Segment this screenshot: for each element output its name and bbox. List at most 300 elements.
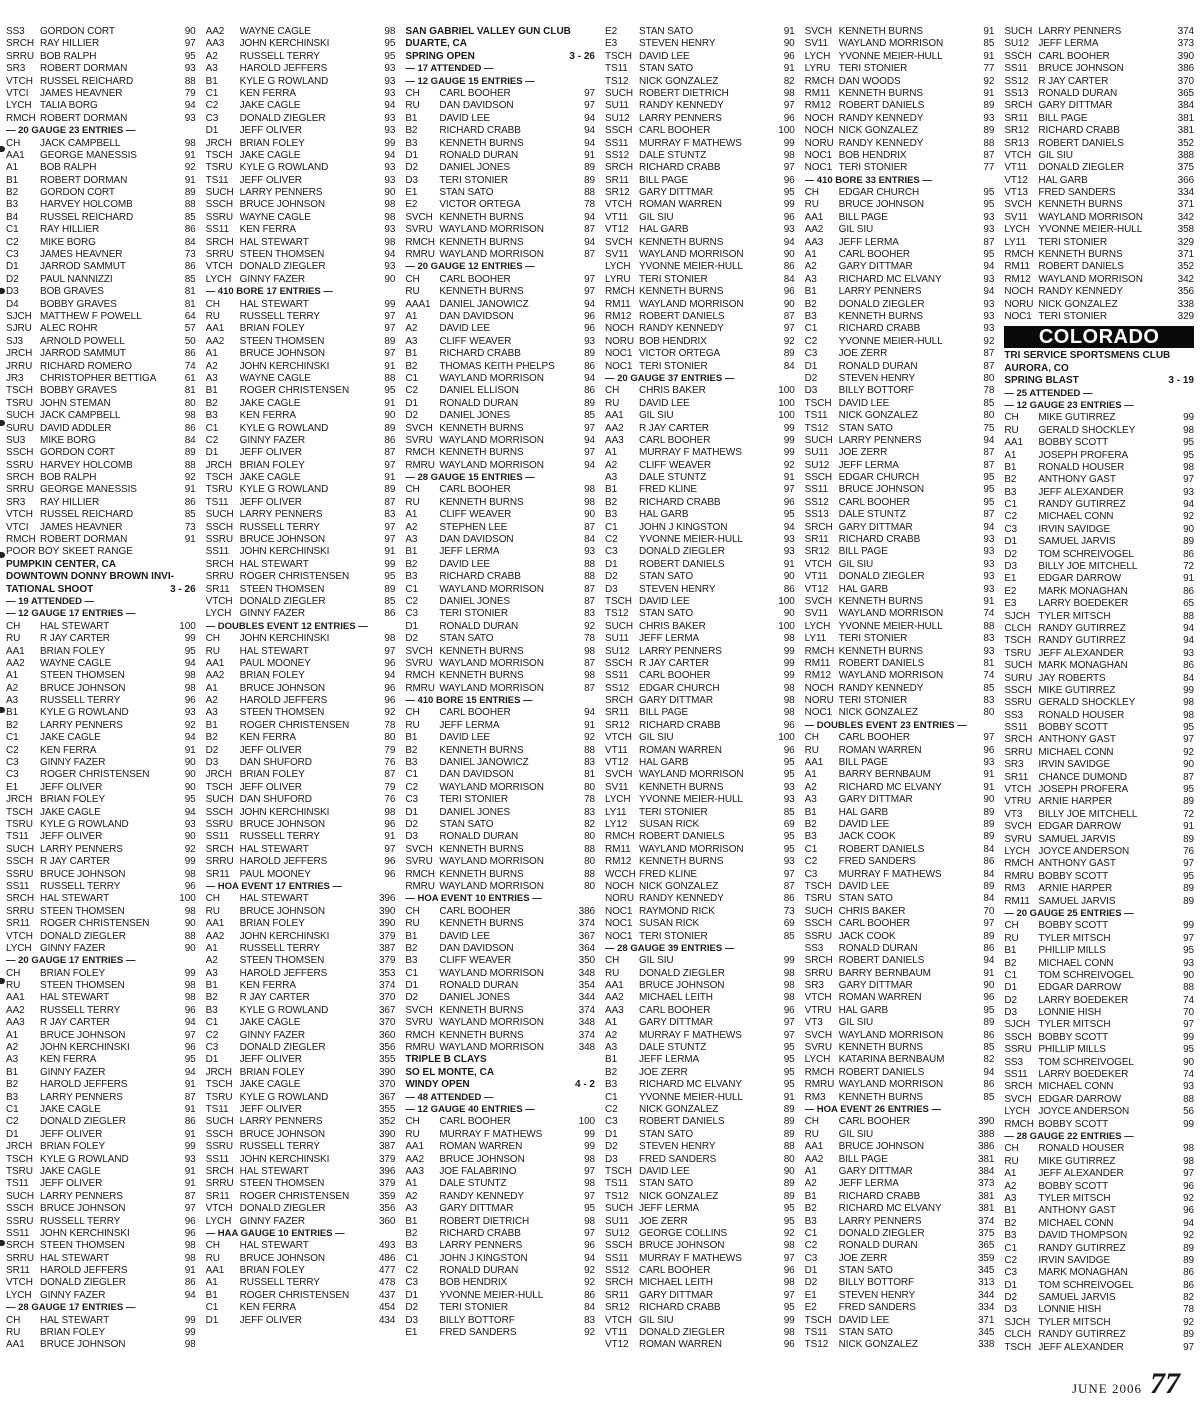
- class-code: B3: [6, 1091, 19, 1103]
- class-code: B3: [1004, 1230, 1017, 1242]
- class-code: B1: [804, 286, 817, 298]
- result-row: [405, 831, 595, 843]
- class-code: CH: [1004, 920, 1019, 932]
- club-heading: SAN GABRIEL VALLEY GUN CLUB: [405, 26, 571, 37]
- shooter-name: STEEN THOMSEN: [239, 1178, 325, 1190]
- result-row: [805, 1154, 995, 1166]
- class-code: SVCH: [804, 26, 833, 37]
- score: 80: [584, 781, 595, 793]
- class-code: NOCH: [804, 125, 834, 137]
- shooter-name: BILL PAGE: [838, 757, 888, 769]
- shooter-name: HAL GARB: [838, 1004, 889, 1016]
- result-row: [405, 509, 595, 521]
- class-code: D1: [405, 980, 418, 992]
- class-code: E1: [405, 187, 418, 199]
- score: 334: [1177, 187, 1194, 199]
- class-code: RU: [804, 744, 819, 756]
- score: 74: [983, 670, 995, 682]
- class-code: RU: [6, 980, 21, 992]
- result-row: [405, 373, 595, 385]
- result-row: [405, 646, 595, 658]
- shooter-name: DONALD ZIEGLER: [838, 298, 925, 310]
- score: 93: [983, 546, 995, 558]
- class-code: A1: [405, 509, 418, 521]
- class-code: E2: [1004, 585, 1017, 597]
- class-code: CH: [205, 298, 220, 310]
- class-code: A2: [605, 1029, 618, 1041]
- result-row: [805, 584, 995, 596]
- class-code: VTCH: [6, 1277, 33, 1289]
- score: 89: [783, 348, 795, 360]
- shooter-name: BILL PAGE: [838, 1153, 888, 1165]
- class-code: TSRU: [6, 819, 33, 830]
- class-code: LYCH: [605, 794, 631, 806]
- score: 89: [1183, 833, 1194, 845]
- score: 96: [184, 1227, 196, 1239]
- class-code: B2: [405, 1227, 418, 1239]
- result-row: [805, 1178, 995, 1190]
- class-code: TS12: [605, 608, 629, 620]
- result-row: [1004, 237, 1194, 249]
- class-code: SS13: [1004, 87, 1029, 99]
- event-subheading: — HOA EVENT 17 ENTRIES —: [205, 880, 343, 892]
- result-row: [405, 1327, 595, 1339]
- class-code: C1: [6, 1103, 19, 1115]
- result-row: [6, 460, 196, 472]
- result-row: [805, 745, 995, 757]
- class-code: RMCH: [405, 670, 435, 682]
- result-row: [405, 447, 595, 459]
- shooter-name: JACK CAMPBELL: [40, 410, 121, 422]
- shooter-name: RICHARD CRABB: [439, 1227, 521, 1239]
- class-code: SVCH: [605, 236, 633, 248]
- score: 96: [184, 880, 196, 892]
- shooter-name: NICK GONZALEZ: [1038, 298, 1118, 310]
- shooter-name: STEEN THOMSEN: [40, 670, 125, 682]
- class-code: VTCH: [605, 1314, 632, 1326]
- class-code: E3: [605, 38, 618, 50]
- shooter-name: LONNIE HISH: [1038, 1007, 1102, 1019]
- result-row: [6, 224, 196, 236]
- event-subheading: — 17 ATTENDED —: [405, 63, 494, 75]
- result-row: [206, 100, 396, 112]
- score: 92: [184, 719, 196, 731]
- shooter-name: FRED SANDERS: [1038, 187, 1116, 199]
- shooter-name: KEN FERRA: [239, 87, 296, 99]
- class-code: B2: [1004, 1217, 1017, 1229]
- class-code: RMCH: [1004, 858, 1034, 870]
- class-code: TSCH: [605, 50, 632, 62]
- score: 90: [1183, 523, 1194, 535]
- class-code: B2: [205, 397, 218, 409]
- result-row: [1004, 710, 1194, 722]
- shooter-name: KATARINA BERNBAUM: [838, 1054, 945, 1066]
- result-row: [805, 286, 995, 298]
- result-row: [206, 546, 396, 558]
- class-code: C1: [405, 967, 418, 979]
- result-row: [605, 385, 795, 397]
- shooter-name: ROBERT DORMAN: [40, 112, 128, 124]
- shooter-name: JEFF OLIVER: [239, 496, 302, 508]
- event-subheading: — 20 GAUGE 23 ENTRIES —: [6, 125, 136, 137]
- result-row: [605, 175, 795, 187]
- score: 85: [983, 38, 995, 50]
- score: 99: [1183, 684, 1194, 696]
- score: 97: [584, 100, 595, 112]
- class-code: SRRU: [6, 905, 34, 917]
- score: 92: [983, 75, 995, 87]
- score: 94: [384, 149, 396, 161]
- score: 97: [783, 323, 795, 335]
- result-row: [405, 707, 595, 719]
- score: 93: [983, 558, 995, 570]
- class-code: RMCH: [1004, 1118, 1034, 1130]
- class-code: A2: [605, 459, 618, 471]
- score: 97: [584, 422, 595, 434]
- shoot-title: TATIONAL SHOOT: [6, 583, 94, 595]
- result-row: [206, 831, 396, 843]
- result-row: [405, 546, 595, 558]
- result-row: [405, 410, 595, 422]
- score: 93: [983, 273, 995, 285]
- class-code: TSCH: [1004, 1341, 1032, 1353]
- result-row: [206, 683, 396, 695]
- score: 95: [384, 385, 396, 397]
- score: 365: [977, 1240, 995, 1252]
- class-code: D1: [1004, 536, 1017, 548]
- class-code: D1: [605, 558, 618, 570]
- result-row: [605, 782, 795, 794]
- shooter-name: ANTHONY GAST: [1038, 858, 1116, 870]
- result-row: [1004, 1019, 1194, 1031]
- score: 89: [1183, 1254, 1194, 1266]
- result-row: [6, 658, 196, 670]
- result-row: [6, 893, 196, 905]
- class-code: CH: [205, 633, 220, 645]
- result-row: [605, 484, 795, 496]
- event-subheading: — 25 ATTENDED —: [1004, 387, 1093, 399]
- score: 76: [1183, 846, 1194, 857]
- result-row: [805, 695, 995, 707]
- score: 97: [783, 100, 795, 112]
- score: 386: [977, 1141, 995, 1153]
- class-code: E1: [405, 1327, 418, 1339]
- score: 80: [384, 732, 396, 744]
- shooter-name: YVONNE MEIER-HULL: [439, 1289, 544, 1301]
- result-row: [405, 534, 595, 546]
- score: 98: [184, 980, 196, 992]
- result-row: [605, 1290, 795, 1302]
- class-code: A1: [804, 769, 817, 781]
- score: 86: [983, 856, 995, 868]
- class-code: LY12: [605, 819, 628, 830]
- score: 96: [184, 1215, 196, 1227]
- shooter-name: KENNETH BURNS: [439, 236, 524, 248]
- class-code: SS11: [804, 484, 828, 496]
- result-row: [405, 906, 595, 918]
- shooter-name: CHANCE DUMOND: [1038, 771, 1128, 783]
- score: 371: [1177, 199, 1194, 211]
- class-code: SRCH: [1004, 734, 1033, 746]
- score: 94: [184, 1017, 196, 1029]
- score: 96: [783, 719, 795, 731]
- score: 93: [184, 63, 196, 75]
- result-row: [805, 869, 995, 881]
- shooter-name: FRED SANDERS: [439, 1327, 517, 1339]
- score: 93: [983, 571, 995, 583]
- shooter-name: JACK CAMPBELL: [40, 137, 121, 149]
- class-code: NORU: [804, 137, 834, 149]
- result-row: [805, 571, 995, 583]
- shooter-name: DONALD ZIEGLER: [838, 1227, 925, 1239]
- score: 374: [578, 918, 595, 930]
- shooter-name: YVONNE MEIER-HULL: [1038, 224, 1143, 236]
- result-row: [805, 51, 995, 63]
- class-code: RMCH: [405, 868, 435, 880]
- column-4: [605, 26, 795, 1366]
- shooter-name: RICHARD CRABB: [439, 571, 521, 583]
- score: 89: [384, 583, 396, 595]
- shooter-name: HAL STEWART: [40, 1252, 110, 1264]
- class-code: SRCH: [205, 558, 234, 570]
- score: 388: [1177, 149, 1194, 161]
- shooter-name: HAL STEWART: [239, 843, 309, 855]
- class-code: B1: [205, 980, 218, 992]
- shooter-name: MIKE GUTIRREZ: [1038, 412, 1116, 424]
- shooter-name: RUSSELL TERRY: [239, 1277, 320, 1289]
- shooter-name: DONALD ZIEGLER: [239, 595, 326, 607]
- score: 84: [983, 893, 995, 905]
- result-row: [6, 237, 196, 249]
- score: 437: [378, 1289, 396, 1301]
- class-code: LYCH: [804, 1054, 831, 1066]
- result-row: [405, 398, 595, 410]
- shooter-name: BRIAN FOLEY: [239, 1265, 305, 1277]
- shooter-name: RAY HILLIER: [40, 224, 100, 236]
- result-row: [605, 807, 795, 819]
- result-row: [405, 299, 595, 311]
- score: 96: [384, 682, 396, 694]
- score: 69: [783, 819, 795, 830]
- class-code: A3: [605, 472, 618, 484]
- score: 100: [778, 732, 795, 744]
- score: 83: [584, 806, 595, 818]
- class-code: WCCH: [605, 868, 636, 880]
- class-code: SV11: [605, 249, 629, 261]
- score: 344: [977, 1289, 995, 1301]
- class-code: D1: [1004, 1279, 1017, 1291]
- shooter-name: HAL STEWART: [239, 645, 309, 657]
- class-code: AA2: [804, 1153, 824, 1165]
- result-row: [805, 323, 995, 335]
- score: 98: [384, 211, 396, 223]
- class-code: SU11: [804, 447, 829, 459]
- result-row: [206, 1265, 396, 1277]
- class-code: NOC1: [804, 149, 833, 161]
- score: 85: [783, 806, 795, 818]
- score: 73: [783, 905, 795, 917]
- shooter-name: RUSSELL TERRY: [239, 1141, 320, 1153]
- shooter-name: TERI STONIER: [639, 930, 708, 942]
- shoot-date: 4 - 2: [574, 1079, 595, 1091]
- score: 91: [983, 781, 995, 793]
- class-code: RMRU: [405, 880, 435, 892]
- score: 87: [584, 595, 595, 607]
- result-row: [206, 584, 396, 596]
- score: 345: [977, 1327, 995, 1339]
- shooter-name: WAYLAND MORRISON: [439, 781, 544, 793]
- class-code: B2: [605, 496, 618, 508]
- shooter-name: MIKE BORG: [40, 434, 96, 446]
- score: 91: [184, 744, 196, 756]
- class-code: SSCH: [605, 657, 633, 669]
- shooter-name: STAN SATO: [639, 1128, 694, 1140]
- score: 95: [983, 496, 995, 508]
- score: 96: [783, 112, 795, 124]
- score: 97: [384, 310, 396, 322]
- score: 69: [783, 918, 795, 930]
- score: 95: [584, 1203, 595, 1215]
- shooter-name: GINNY FAZER: [239, 273, 306, 285]
- class-code: B1: [405, 348, 418, 360]
- result-row: [206, 745, 396, 757]
- club-heading: AURORA, CO: [1004, 362, 1069, 374]
- shooter-name: GINNY FAZER: [40, 942, 106, 954]
- class-code: RMCH: [405, 1029, 435, 1041]
- score: 95: [783, 509, 795, 521]
- result-row: [1004, 722, 1194, 734]
- score: 90: [783, 38, 795, 50]
- result-row: [605, 323, 795, 335]
- result-row: [805, 794, 995, 806]
- class-code: NOC1: [605, 360, 633, 372]
- class-code: SVRU: [405, 224, 433, 236]
- class-code: TSRU: [804, 893, 832, 905]
- shooter-name: RICHARD CRABB: [639, 719, 721, 731]
- shooter-name: JOHN KERCHINSKI: [239, 930, 330, 942]
- score: 78: [983, 385, 995, 397]
- result-row: [206, 943, 396, 955]
- class-code: SSRU: [6, 868, 34, 880]
- score: 93: [1183, 957, 1194, 969]
- shooter-name: DAVID LEE: [838, 397, 890, 409]
- class-code: A3: [405, 335, 418, 347]
- shooter-name: JAY ROBERTS: [1038, 672, 1106, 684]
- score: 89: [783, 1190, 795, 1202]
- score: 86: [1183, 1267, 1194, 1279]
- shooter-name: HARVEY HOLCOMB: [40, 459, 133, 471]
- binder-mark: [0, 978, 5, 984]
- shooter-name: BOBBY GRAVES: [40, 298, 117, 310]
- score: 97: [983, 732, 995, 744]
- class-code: CH: [405, 905, 420, 917]
- result-row: [805, 1315, 995, 1327]
- score: 97: [384, 645, 396, 657]
- shooter-name: ARNOLD POWELL: [40, 335, 125, 347]
- score: 89: [1183, 895, 1194, 907]
- score: 93: [783, 534, 795, 546]
- score: 70: [1183, 1007, 1194, 1019]
- shooter-name: TERI STONIER: [838, 633, 908, 645]
- event-subheading: — 28 GAUGE 17 ENTRIES —: [6, 1302, 136, 1314]
- shooter-name: JEFF LERMA: [639, 1054, 700, 1066]
- shooter-name: CARL BOOHER: [1038, 50, 1110, 62]
- class-code: CLCH: [1004, 622, 1032, 634]
- shooter-name: LARRY BOEDEKER: [1038, 1069, 1129, 1081]
- result-row: [605, 1265, 795, 1277]
- class-code: JR3: [6, 372, 24, 384]
- score: 99: [783, 670, 795, 682]
- class-code: C3: [1004, 1267, 1017, 1279]
- result-row: [605, 336, 795, 348]
- result-row: [1004, 1230, 1194, 1242]
- class-code: B3: [405, 137, 418, 149]
- score: 90: [184, 942, 196, 954]
- score: 390: [378, 905, 396, 917]
- score: 84: [783, 360, 795, 372]
- result-row: [405, 162, 595, 174]
- result-row: [605, 249, 795, 261]
- score: 99: [384, 558, 396, 570]
- shooter-name: ROBERT DANIELS: [838, 1066, 925, 1078]
- class-code: B1: [205, 75, 218, 87]
- shooter-name: BRUCE JOHNSON: [239, 1128, 326, 1140]
- shooter-name: BRUCE JOHNSON: [239, 1252, 326, 1264]
- class-code: C2: [405, 1265, 418, 1277]
- result-row: [605, 88, 795, 100]
- result-row: [206, 348, 396, 360]
- shooter-name: BILL PAGE: [639, 707, 689, 719]
- shooter-name: BILLY JOE MITCHELL: [1038, 561, 1138, 573]
- shooter-name: ROMAN WARREN: [639, 199, 722, 211]
- shooter-name: MICHAEL CONN: [1038, 957, 1114, 969]
- shooter-name: CARL BOOHER: [639, 125, 711, 137]
- result-row: [6, 1154, 196, 1166]
- shooter-name: JOYCE ANDERSON: [1038, 1106, 1130, 1118]
- score: 91: [983, 26, 995, 37]
- result-row: [206, 88, 396, 100]
- class-code: SS11: [605, 1252, 629, 1264]
- shooter-name: JOE ZERR: [639, 1066, 688, 1078]
- score: 97: [584, 1165, 595, 1177]
- result-row: [805, 1042, 995, 1054]
- shooter-name: BRIAN FOLEY: [40, 967, 106, 979]
- class-code: SV11: [1004, 211, 1028, 223]
- result-row: [206, 807, 396, 819]
- class-code: RM12: [804, 100, 831, 112]
- class-code: RMCH: [605, 286, 635, 298]
- shooter-name: GIL SIU: [1038, 149, 1073, 161]
- score: 94: [983, 955, 995, 967]
- class-code: SU11: [605, 633, 629, 645]
- result-row: [805, 274, 995, 286]
- class-code: B1: [804, 1190, 817, 1202]
- result-row: [605, 212, 795, 224]
- score: 99: [783, 955, 795, 967]
- score: 94: [983, 1066, 995, 1078]
- shooter-name: GEORGE COLLINS: [639, 1227, 728, 1239]
- shooter-name: ROGER CHRISTENSEN: [239, 1190, 350, 1202]
- shooter-name: TERI STONIER: [639, 360, 708, 372]
- score: 87: [983, 236, 995, 248]
- result-row: [405, 249, 595, 261]
- score: 97: [1183, 1168, 1194, 1180]
- shooter-name: BRIAN FOLEY: [239, 459, 305, 471]
- class-code: C2: [6, 1116, 19, 1128]
- shooter-name: RAY HILLIER: [40, 38, 100, 50]
- score: 81: [184, 286, 196, 298]
- class-code: D3: [1004, 1007, 1017, 1019]
